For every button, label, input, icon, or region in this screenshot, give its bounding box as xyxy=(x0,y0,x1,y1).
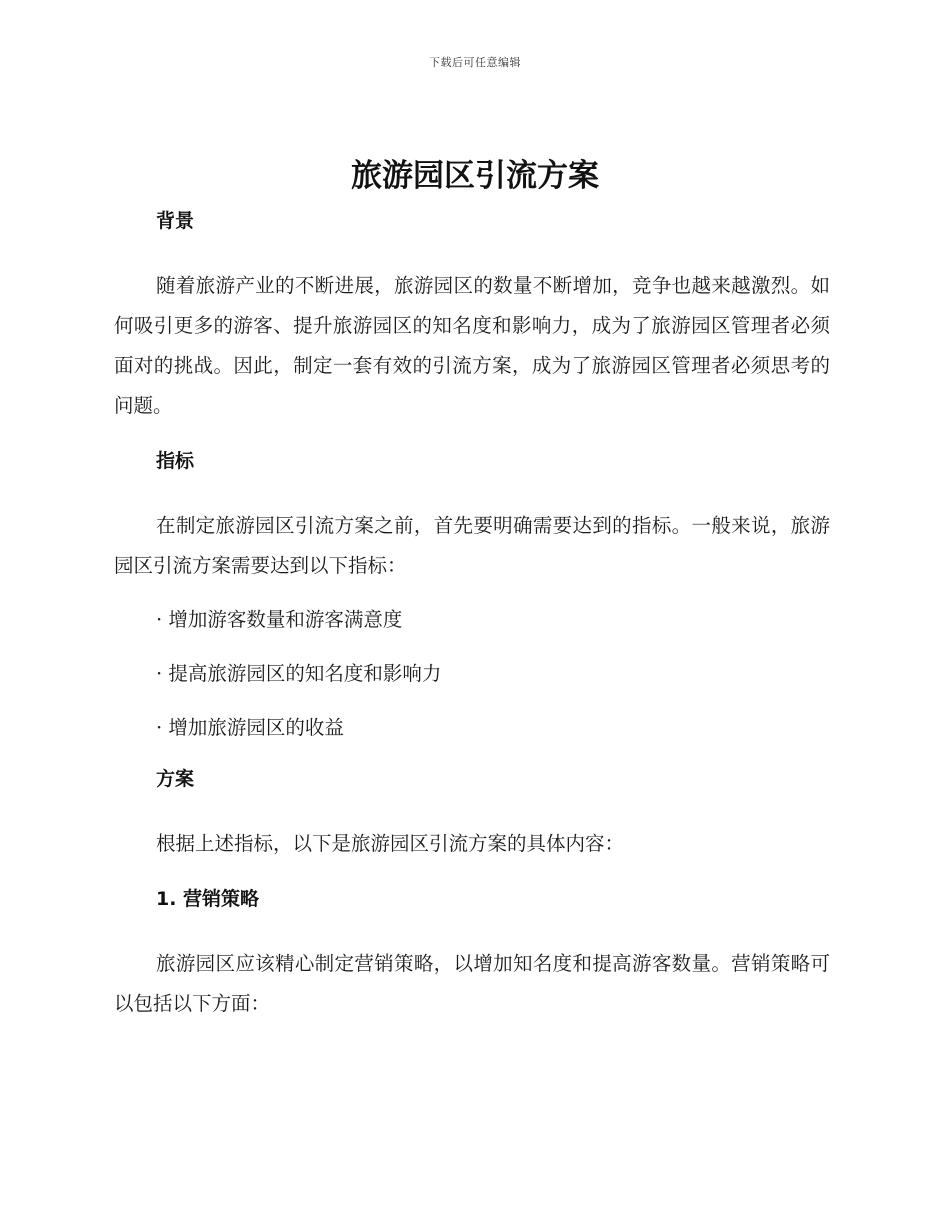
section-heading-indicators: 指标 xyxy=(156,450,195,472)
background-paragraph: 随着旅游产业的不断进展，旅游园区的数量不断增加，竞争也越来越激烈。如何吸引更多的游客、提升旅游园区的知名度和影响力，成为了旅游园区管理者必须面对的挑战。因此，制定一套有效的引流方案，成为了旅游园区管理者必须思考的问题。 xyxy=(114,274,830,417)
header-note: 下载后可任意编辑 xyxy=(429,56,521,69)
marketing-paragraph: 旅游园区应该精心制定营销策略，以增加知名度和提高游客数量。营销策略可以包括以下方面： xyxy=(114,952,830,1015)
plan-paragraph: 根据上述指标，以下是旅游园区引流方案的具体内容： xyxy=(156,832,625,855)
indicator-item: · 增加旅游园区的收益 xyxy=(156,716,344,739)
section-heading-background: 背景 xyxy=(156,210,195,232)
indicators-paragraph: 在制定旅游园区引流方案之前，首先要明确需要达到的指标。一般来说，旅游园区引流方案需要达到以下指标： xyxy=(114,514,830,577)
subsection-heading-marketing: 1. 营销策略 xyxy=(156,888,260,910)
indicator-item: · 增加游客数量和游客满意度 xyxy=(156,608,403,631)
document-title: 旅游园区引流方案 xyxy=(351,158,599,194)
document-body xyxy=(114,204,830,1024)
indicator-item: · 提高旅游园区的知名度和影响力 xyxy=(156,662,442,685)
section-heading-plan: 方案 xyxy=(156,768,195,790)
